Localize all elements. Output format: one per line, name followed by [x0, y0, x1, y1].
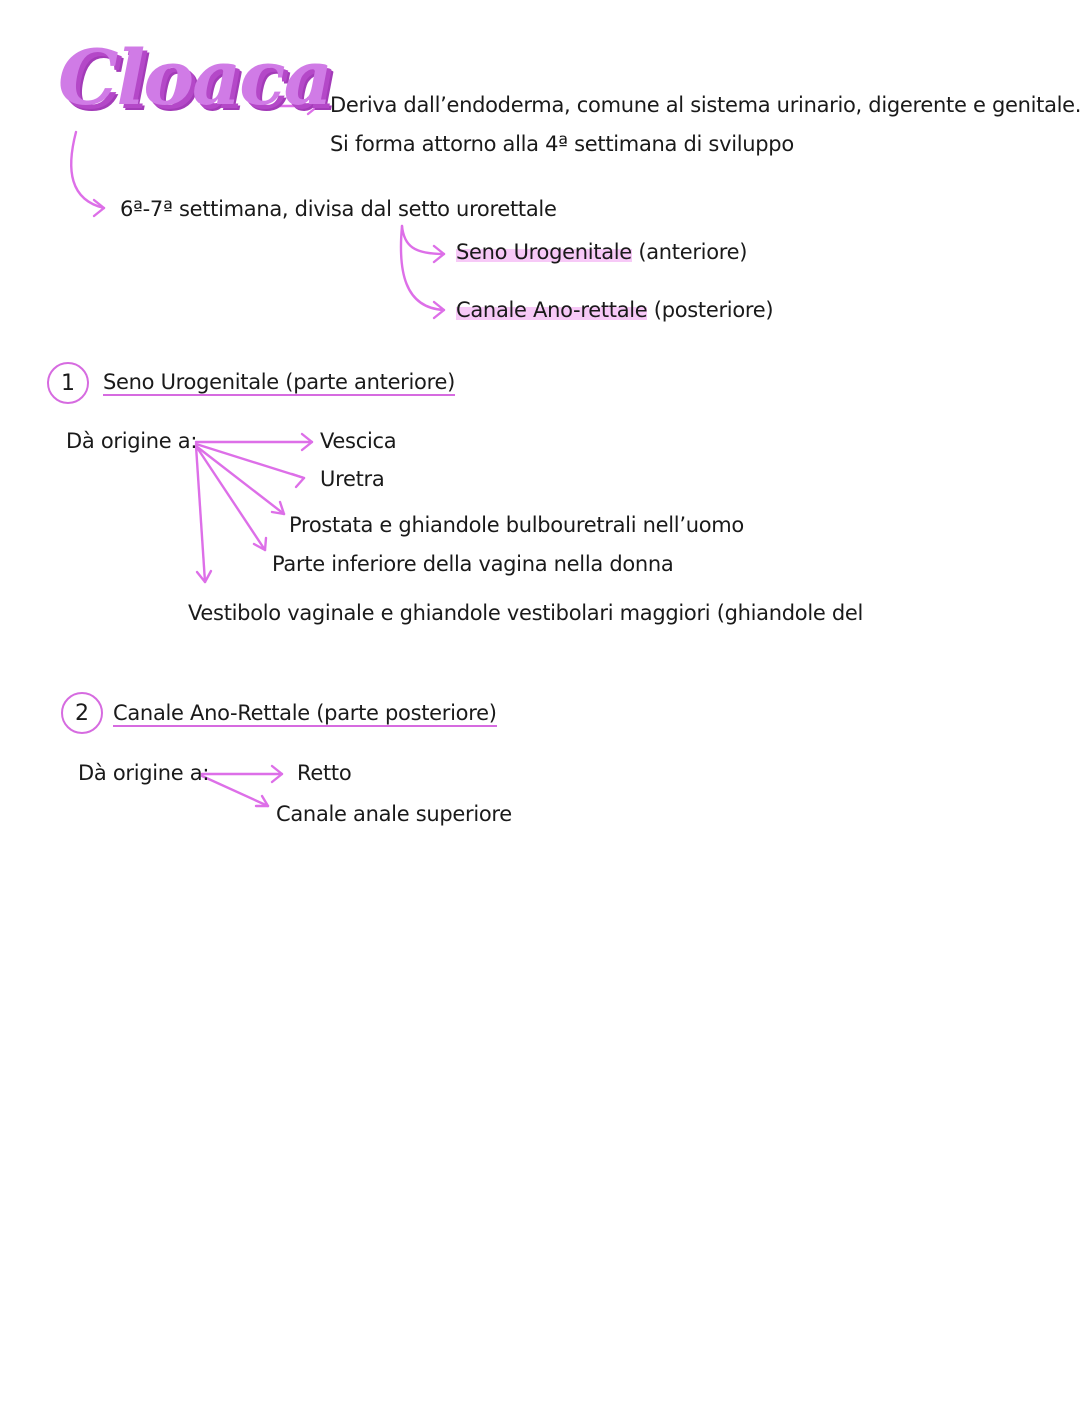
arrow-to-canale-anale	[202, 776, 268, 806]
section-1-number: 1	[47, 362, 89, 404]
division-text: 6ª-7ª settimana, divisa dal setto urorettale	[120, 197, 557, 221]
arrow-to-retto	[202, 766, 282, 782]
arrow-to-seno	[402, 226, 444, 262]
section-1-item: Prostata e ghiandole bulbouretrali nell’uomo	[289, 513, 744, 537]
section-1-item: Parte inferiore della vagina nella donna	[272, 552, 674, 576]
section-1-lead: Dà origine a:	[66, 429, 198, 453]
branch-canale	[456, 300, 773, 321]
section-1-item: Vescica	[320, 429, 397, 453]
intro-line-1: Deriva dall’endoderma, comune al sistema urinario, digerente e genitale.	[330, 93, 1081, 117]
arrow-to-uretra	[196, 444, 304, 487]
branch-seno-term: Seno Urogenitale	[456, 240, 632, 264]
arrow-to-prostata	[196, 446, 284, 514]
branch-canale-term: Canale Ano-rettale	[456, 298, 648, 322]
arrow-to-canale	[401, 226, 444, 318]
page-title: Cloaca	[58, 33, 331, 122]
arrow-title-to-division	[71, 132, 104, 216]
intro-line-2: Si forma attorno alla 4ª settimana di sviluppo	[330, 132, 794, 156]
branch-canale-note: (posteriore)	[647, 298, 774, 322]
section-2-number: 2	[61, 692, 103, 734]
branch-seno-note: (anteriore)	[631, 240, 748, 264]
branch-seno	[456, 242, 747, 263]
section-1-item: Vestibolo vaginale e ghiandole vestibolari maggiori (ghiandole del	[188, 601, 864, 625]
section-2-item: Retto	[297, 761, 352, 785]
section-2-heading: Canale Ano-Rettale (parte posteriore)	[113, 701, 497, 725]
arrow-to-vescica	[196, 434, 312, 450]
section-2-item: Canale anale superiore	[276, 802, 512, 826]
section-1-heading: Seno Urogenitale (parte anteriore)	[103, 370, 455, 394]
section-2-lead: Dà origine a:	[78, 761, 210, 785]
section-1-item: Uretra	[320, 467, 385, 491]
